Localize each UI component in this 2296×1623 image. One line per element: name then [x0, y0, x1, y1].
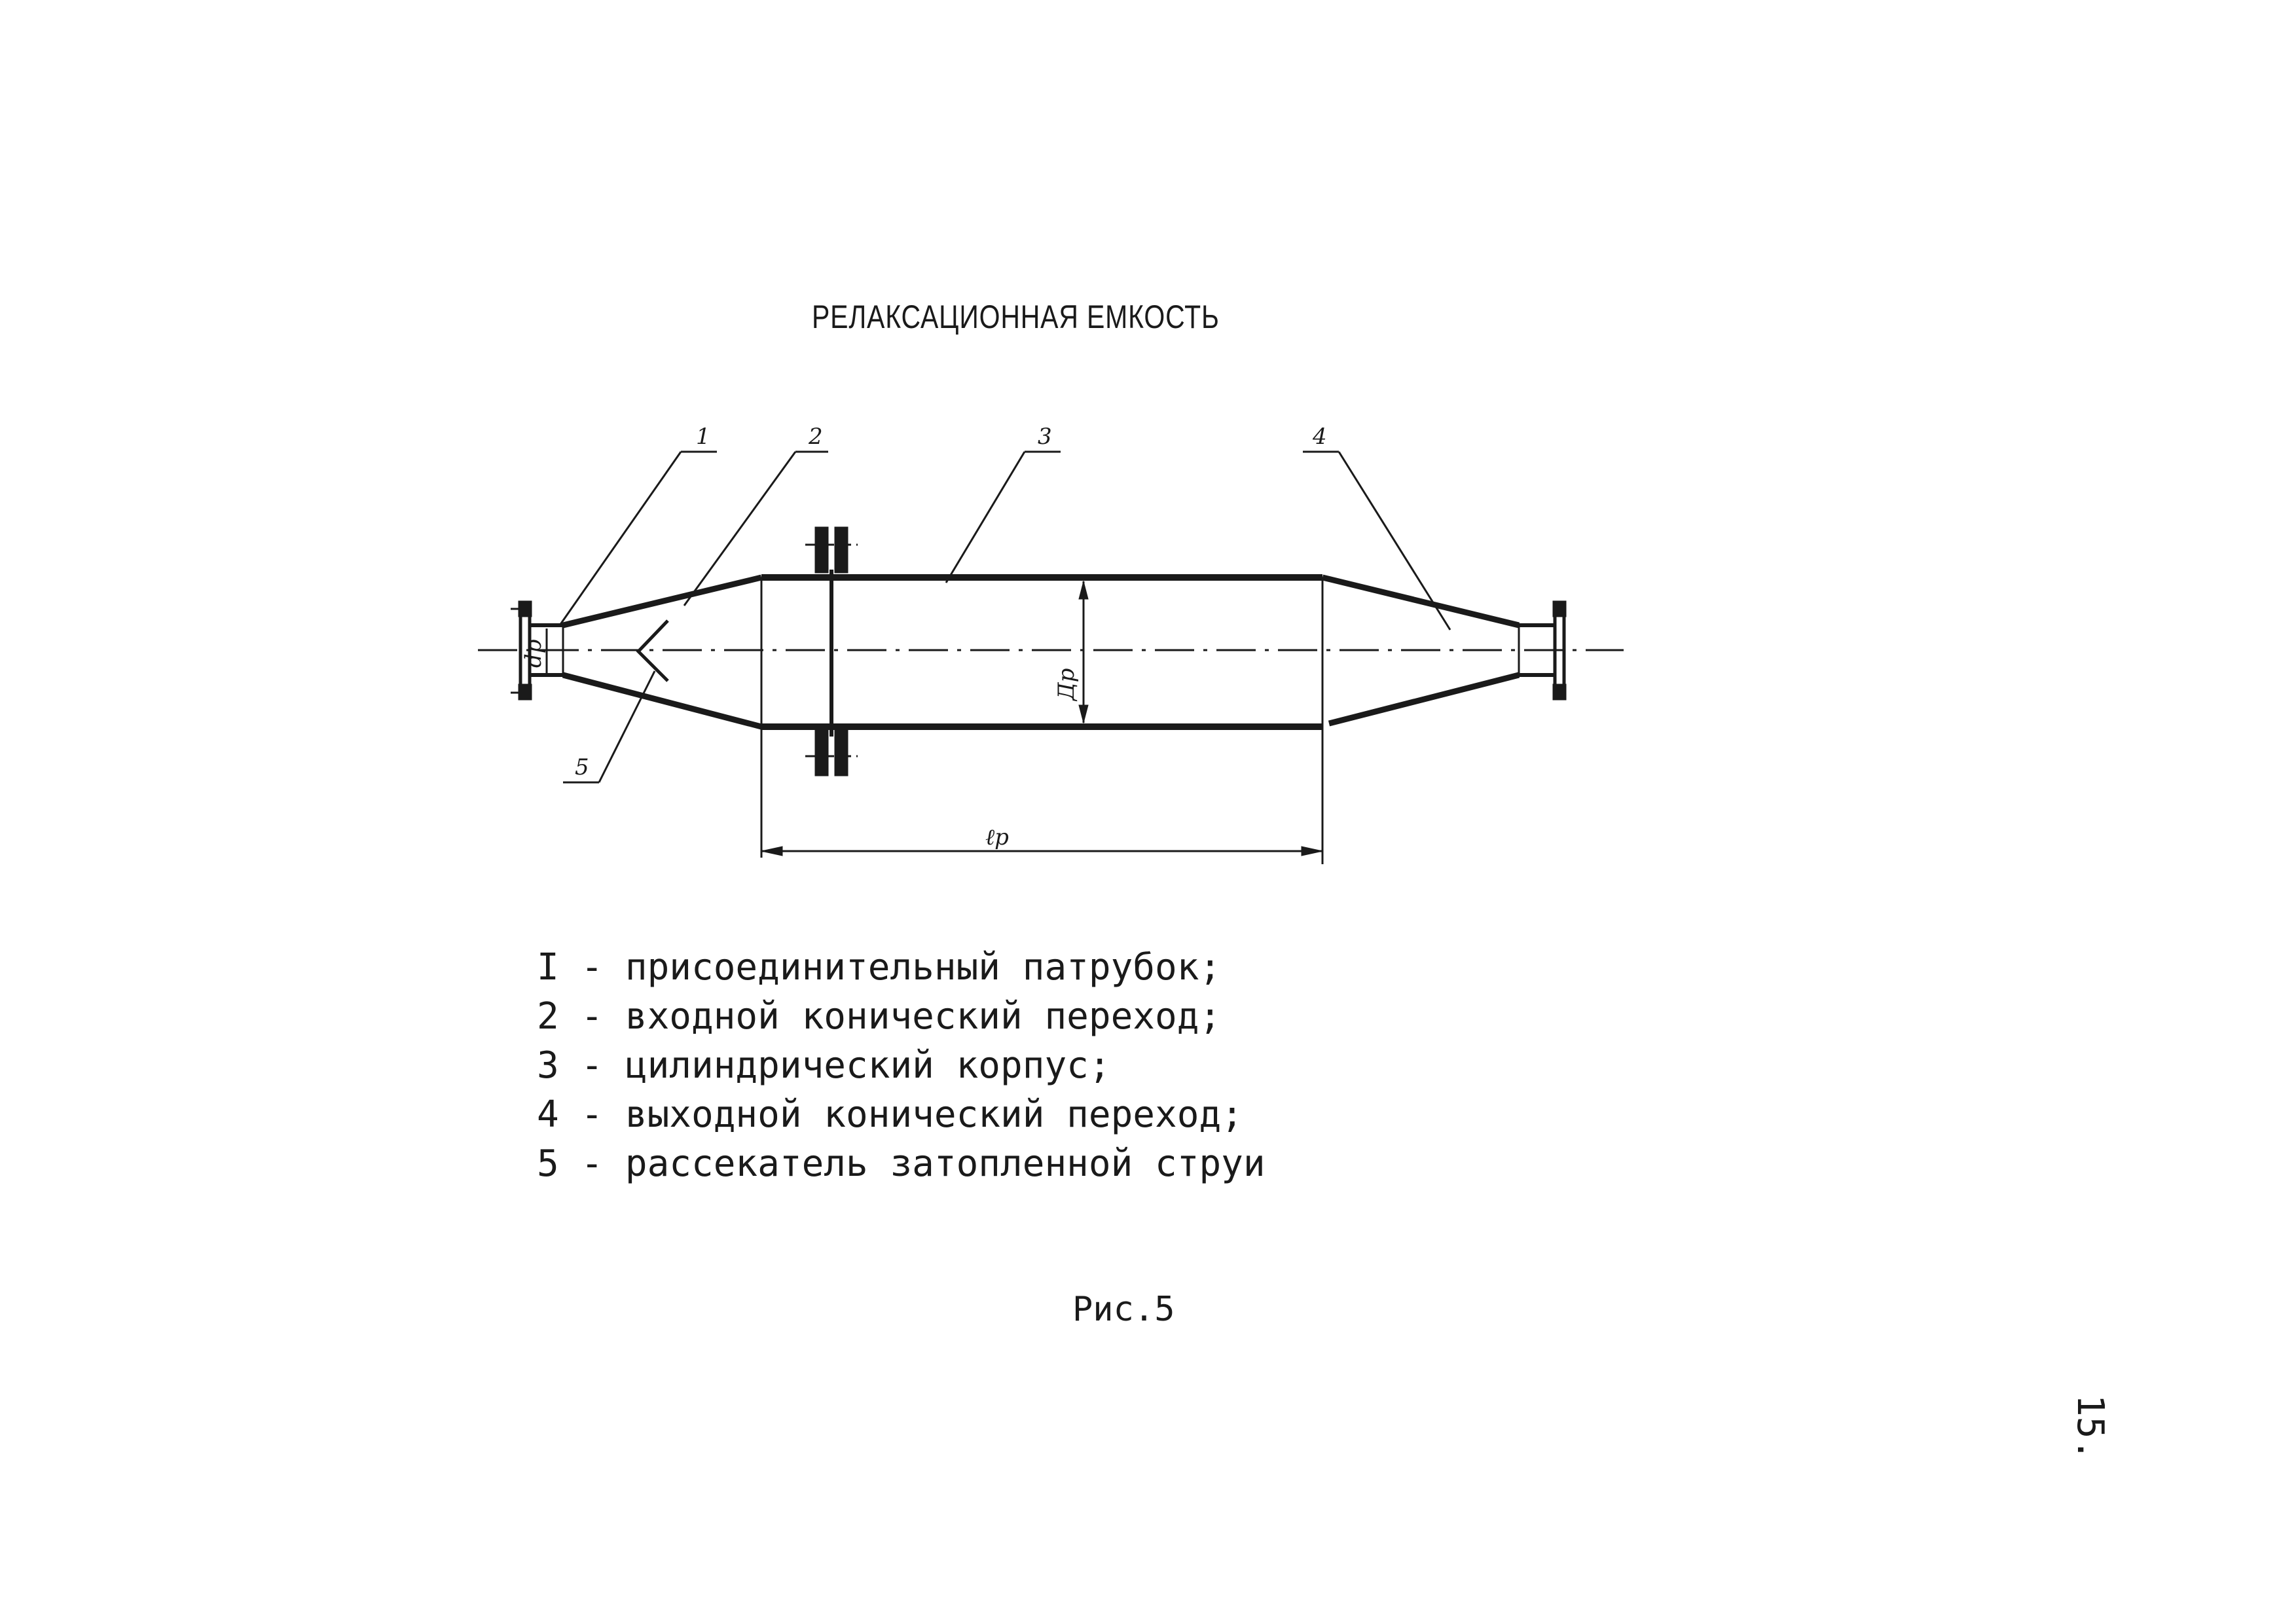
callout-leaders [560, 452, 1450, 782]
cylindrical-body [761, 577, 1322, 864]
inlet-diameter-label: dр [520, 639, 547, 668]
legend-item: 5 - рассекатель затопленной струи [537, 1142, 1266, 1185]
legend [537, 943, 1266, 1188]
callout-5: 5 [575, 754, 589, 780]
legend-item: 3 - цилиндрический корпус; [537, 1044, 1111, 1087]
length-dim [761, 847, 1322, 856]
legend-item: I - присоединительный патрубок; [537, 946, 1222, 989]
diameter-label: Дp [1053, 668, 1080, 701]
inlet-cone [563, 577, 761, 727]
page-number: 15. [2069, 1395, 2111, 1461]
length-label: ℓp [985, 824, 1009, 850]
callout-1: 1 [696, 424, 710, 450]
callout-4: 4 [1313, 424, 1327, 450]
legend-item: 4 - выходной конический переход; [537, 1093, 1243, 1136]
figure-caption: Рис.5 [1072, 1290, 1175, 1329]
body-flange [805, 527, 858, 776]
legend-item: 2 - входной конический переход; [537, 995, 1222, 1038]
page-title: РЕЛАКСАЦИОННАЯ ЕМКОСТЬ [812, 299, 1220, 335]
callout-3: 3 [1038, 424, 1052, 450]
callout-2: 2 [809, 424, 823, 450]
body-diameter-dim [1079, 581, 1088, 723]
